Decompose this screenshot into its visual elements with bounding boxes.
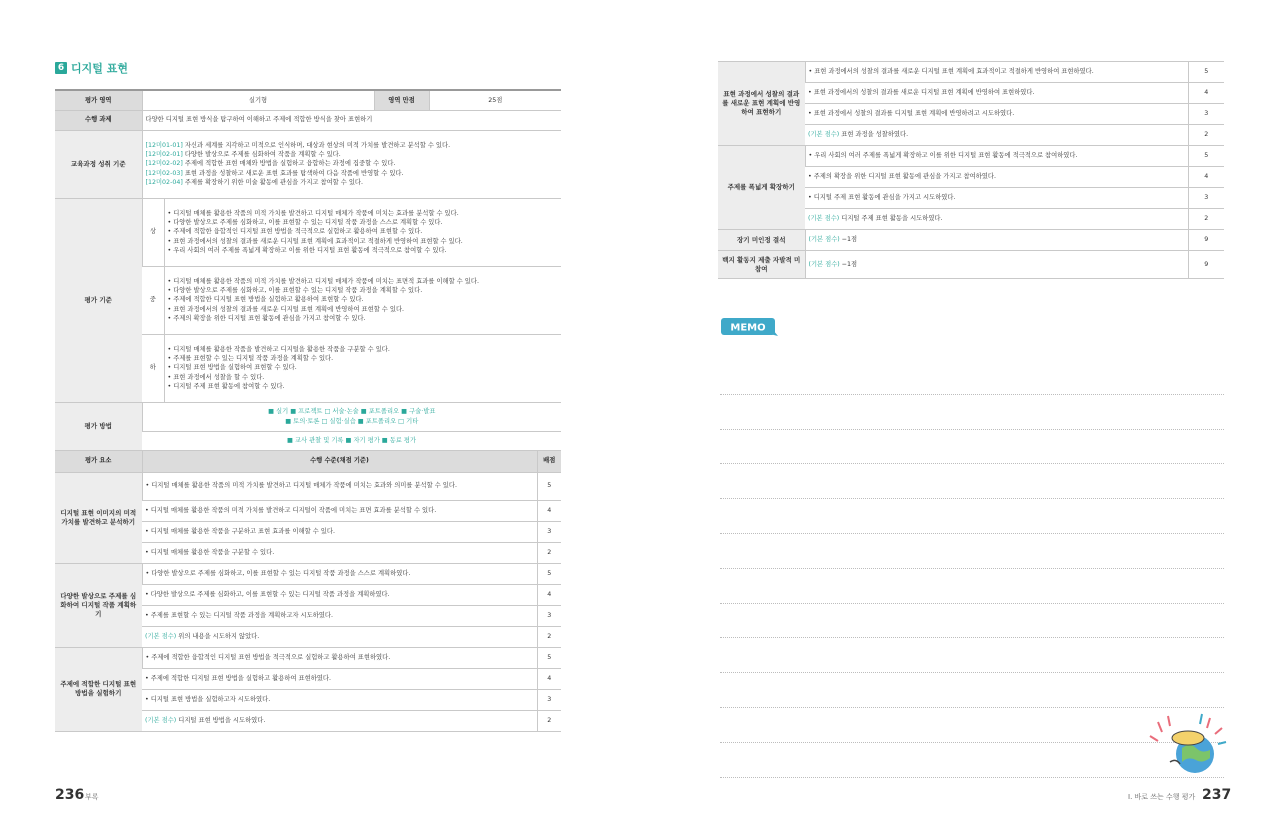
criteria-text: • 디지털 매체를 활용한 작품을 구분할 수 있다. bbox=[142, 542, 537, 563]
memo-badge bbox=[720, 316, 778, 338]
table-row bbox=[718, 62, 1224, 83]
table-row bbox=[55, 198, 561, 266]
element-name: 다양한 발상으로 주제를 심화하여 디지털 작품 계획하기 bbox=[55, 563, 142, 647]
absence-text: (기본 점수) −1점 bbox=[805, 230, 1188, 251]
task-header: 수행 과제 bbox=[55, 110, 142, 130]
criteria-text: (기본 점수) 디지털 주제 표현 활동을 시도하였다. bbox=[805, 209, 1188, 230]
element-name: 주제를 폭넓게 확장하기 bbox=[718, 146, 805, 230]
memo-line[interactable] bbox=[720, 638, 1224, 673]
hat-shape bbox=[1172, 731, 1204, 745]
points-cell: 3 bbox=[537, 521, 561, 542]
level-header: 수행 수준(채점 기준) bbox=[142, 450, 537, 472]
criteria-text: • 주제에 적합한 디지털 표현 방법을 실험하고 활용하여 표현하였다. bbox=[142, 668, 537, 689]
points-cell: 5 bbox=[537, 472, 561, 500]
element-name: 주제에 적합한 디지털 표현 방법을 실험하기 bbox=[55, 647, 142, 731]
criteria-text: (기본 점수) 위의 내용을 시도하지 않았다. bbox=[142, 626, 537, 647]
section-number: 6 bbox=[55, 62, 67, 74]
table-row bbox=[55, 647, 561, 668]
memo-line[interactable] bbox=[720, 673, 1224, 708]
page-label: 부록 bbox=[85, 793, 99, 801]
table-row bbox=[718, 251, 1224, 279]
criteria-text: (기본 점수) 표현 과정을 성찰하였다. bbox=[805, 125, 1188, 146]
table-row bbox=[55, 450, 561, 472]
table-row bbox=[55, 90, 561, 110]
memo-label: MEMO bbox=[730, 322, 766, 334]
standards-list: [12미01-01] 자신과 세계를 지각하고 미적으로 인식하며, 대상과 현상의 미적 가치를 발견하고 분석할 수 있다. [12미02-01] 다양한 발상으로 주제를 심화하여 작품을 계획할 수 있다. [12미02-02] 주제에 적합한 표현 매체와 방법을 실험하고 융합하는 과정에 집중할 수 있다. [12미02-03] 표현 과정을 성찰하고 새로운 표현 효과를 탐색하여 다음 작품에 반영할 수 있다. [12미02-04] 주제를 확장하기 위한 미술 활동에 관심을 가지고 참여할 수 있다. bbox=[142, 130, 561, 198]
memo-line[interactable] bbox=[720, 569, 1224, 604]
points-cell: 4 bbox=[1188, 83, 1224, 104]
criteria-text: • 다양한 발상으로 주제를 심화하고, 이를 표현할 수 있는 디지털 작품 과정을 계획하였다. bbox=[142, 584, 537, 605]
task-value: 다양한 디지털 표현 방식을 탐구하여 이해하고 주제에 적합한 방식을 찾아 표현하기 bbox=[142, 110, 561, 130]
points-cell: 5 bbox=[1188, 146, 1224, 167]
points-cell: 5 bbox=[537, 563, 561, 584]
absence-label: 장기 미인정 결석 bbox=[718, 230, 805, 251]
points-cell: 3 bbox=[537, 689, 561, 710]
criteria-text: • 주제에 적합한 융합적인 디지털 표현 방법을 적극적으로 실험하고 활용하여 표현하였다. bbox=[142, 647, 537, 668]
blank-points: 9 bbox=[1188, 251, 1224, 279]
level-items: • 디지털 매체를 활용한 작품의 미적 가치를 발견하고 디지털 매체가 작품에 미치는 표면적 효과를 이해할 수 있다. • 다양한 발상으로 주제를 심화하고, 이를 표현할 수 있는 디지털 작품 과정을 계획할 수 있다. • 주제에 적합한 디지털 표현 방법을 실험하고 활용하여 표현할 수 있다. • 표현 과정에서의 성찰의 결과를 새로운 디지털 표현 계획에 반영하여 표현할 수 있다. • 주제의 확장을 위한 디지털 표현 활동에 관심을 가지고 참여할 수 있다. bbox=[164, 266, 561, 334]
globe-illustration-icon bbox=[1140, 712, 1230, 774]
points-cell: 2 bbox=[1188, 209, 1224, 230]
area-value: 실기형 bbox=[142, 90, 374, 110]
memo-line[interactable] bbox=[720, 430, 1224, 465]
table-row bbox=[55, 402, 561, 431]
level-label: 하 bbox=[142, 334, 164, 402]
level-items: • 디지털 매체를 활용한 작품을 발견하고 디지털을 활용한 작품을 구분할 수 있다. • 주제를 표현할 수 있는 디지털 작품 과정을 계획할 수 있다. • 디지털 표현 방법을 실험하여 표현할 수 있다. • 표현 과정에서 성찰을 할 수 있다. • 디지털 주제 표현 활동에 참여할 수 있다. bbox=[164, 334, 561, 402]
criteria-text: • 디지털 표현 방법을 실험하고자 시도하였다. bbox=[142, 689, 537, 710]
element-header: 평가 요소 bbox=[55, 450, 142, 472]
page-number: 236 bbox=[55, 787, 85, 803]
memo-line[interactable] bbox=[720, 360, 1224, 395]
criteria-text: • 우리 사회의 여러 주제를 폭넓게 확장하고 이를 위한 디지털 표현 활동에 적극적으로 참여하였다. bbox=[805, 146, 1188, 167]
criteria-text: • 다양한 발상으로 주제를 심화하고, 이를 표현할 수 있는 디지털 작품 과정을 스스로 계획하였다. bbox=[142, 563, 537, 584]
criteria-header: 평가 기준 bbox=[55, 198, 142, 402]
criteria-text: • 디지털 매체를 활용한 작품의 미적 가치를 발견하고 디지털 매체가 작품에 미치는 효과와 의미를 분석할 수 있다. bbox=[142, 472, 537, 500]
criteria-text: • 주제를 표현할 수 있는 디지털 작품 과정을 계획하고자 시도하였다. bbox=[142, 605, 537, 626]
method-checks: ■ 실기 ■ 프로젝트 □ 서술·논술 ■ 포트폴리오 ■ 구술·발표 ■ 토의·토론 □ 실험·실습 ■ 포트폴리오 □ 기타 bbox=[142, 402, 561, 431]
criteria-text: • 주제의 확장을 위한 디지털 표현 활동에 관심을 가지고 참여하였다. bbox=[805, 167, 1188, 188]
blank-text: (기본 점수) −1점 bbox=[805, 251, 1188, 279]
points-header: 배점 bbox=[537, 450, 561, 472]
memo-line[interactable] bbox=[720, 464, 1224, 499]
points-cell: 4 bbox=[1188, 167, 1224, 188]
area-header: 평가 영역 bbox=[55, 90, 142, 110]
table-row bbox=[55, 472, 561, 500]
evaluation-table bbox=[55, 89, 561, 732]
level-items: • 디지털 매체를 활용한 작품의 미적 가치를 발견하고 디지털 매체가 작품에 미치는 효과를 분석할 수 있다. • 다양한 발상으로 주제를 심화하고, 이를 표현할 수 있는 디지털 작품 과정을 스스로 계획할 수 있다. • 주제에 적합한 융합적인 디지털 표현 방법을 적극적으로 실험하고 활용하여 표현할 수 있다. • 표현 과정에서의 성찰의 결과를 새로운 디지털 표현 계획에 효과적이고 적절하게 반영하여 표현할 수 있다. • 우리 사회의 여러 주제를 폭넓게 확장하고 이를 위한 디지털 표현 활동에 적극적으로 참여할 수 있다. bbox=[164, 198, 561, 266]
section-title bbox=[55, 60, 128, 76]
score-value: 25점 bbox=[429, 90, 561, 110]
points-cell: 2 bbox=[537, 710, 561, 731]
method-assessors: ■ 교사 관찰 및 기록 ■ 자기 평가 ■ 동료 평가 bbox=[142, 431, 561, 450]
points-cell: 3 bbox=[537, 605, 561, 626]
memo-line[interactable] bbox=[720, 534, 1224, 569]
table-row bbox=[718, 146, 1224, 167]
page-label-right: I. 바로 쓰는 수행 평가 bbox=[1128, 793, 1196, 801]
page-number-right: 237 bbox=[1202, 787, 1232, 803]
points-cell: 3 bbox=[1188, 104, 1224, 125]
points-cell: 4 bbox=[537, 668, 561, 689]
points-cell: 4 bbox=[537, 500, 561, 521]
table-row bbox=[718, 230, 1224, 251]
section-title-text: 디지털 표현 bbox=[71, 62, 128, 75]
standards-header: 교육과정 성취 기준 bbox=[55, 130, 142, 198]
points-cell: 5 bbox=[537, 647, 561, 668]
points-cell: 2 bbox=[537, 542, 561, 563]
score-header: 영역 만점 bbox=[374, 90, 429, 110]
points-cell: 3 bbox=[1188, 188, 1224, 209]
element-name: 표현 과정에서 성찰의 결과를 새로운 표현 계획에 반영하여 표현하기 bbox=[718, 62, 805, 146]
evaluation-table-continued bbox=[718, 61, 1224, 279]
table-row bbox=[55, 563, 561, 584]
level-label: 중 bbox=[142, 266, 164, 334]
criteria-text: • 표현 과정에서의 성찰의 결과를 새로운 디지털 표현 계획에 반영하여 표현하였다. bbox=[805, 83, 1188, 104]
points-cell: 5 bbox=[1188, 62, 1224, 83]
memo-line[interactable] bbox=[720, 604, 1224, 639]
criteria-text: • 디지털 주제 표현 활동에 관심을 가지고 시도하였다. bbox=[805, 188, 1188, 209]
points-cell: 2 bbox=[537, 626, 561, 647]
level-label: 상 bbox=[142, 198, 164, 266]
points-cell: 2 bbox=[1188, 125, 1224, 146]
criteria-text: • 디지털 매체를 활용한 작품의 미적 가치를 발견하고 디지털이 작품에 미치는 표면 효과를 분석할 수 있다. bbox=[142, 500, 537, 521]
memo-line[interactable] bbox=[720, 499, 1224, 534]
absence-points: 9 bbox=[1188, 230, 1224, 251]
criteria-text: • 디지털 매체를 활용한 작품을 구분하고 표현 효과를 이해할 수 있다. bbox=[142, 521, 537, 542]
criteria-text: (기본 점수) 디지털 표현 방법을 시도하였다. bbox=[142, 710, 537, 731]
blank-label: 백지 활동지 제출 자발적 미참여 bbox=[718, 251, 805, 279]
criteria-text: • 표현 과정에서 성찰의 결과를 디지털 표현 계획에 반영하려고 시도하였다. bbox=[805, 104, 1188, 125]
points-cell: 4 bbox=[537, 584, 561, 605]
table-row bbox=[55, 110, 561, 130]
element-name: 디지털 표현 이미지의 미적 가치를 발견하고 분석하기 bbox=[55, 472, 142, 563]
memo-line[interactable] bbox=[720, 395, 1224, 430]
table-row bbox=[55, 130, 561, 198]
criteria-text: • 표현 과정에서의 성찰의 결과를 새로운 디지털 표현 계획에 효과적이고 적절하게 반영하여 표현하였다. bbox=[805, 62, 1188, 83]
method-header: 평가 방법 bbox=[55, 402, 142, 450]
